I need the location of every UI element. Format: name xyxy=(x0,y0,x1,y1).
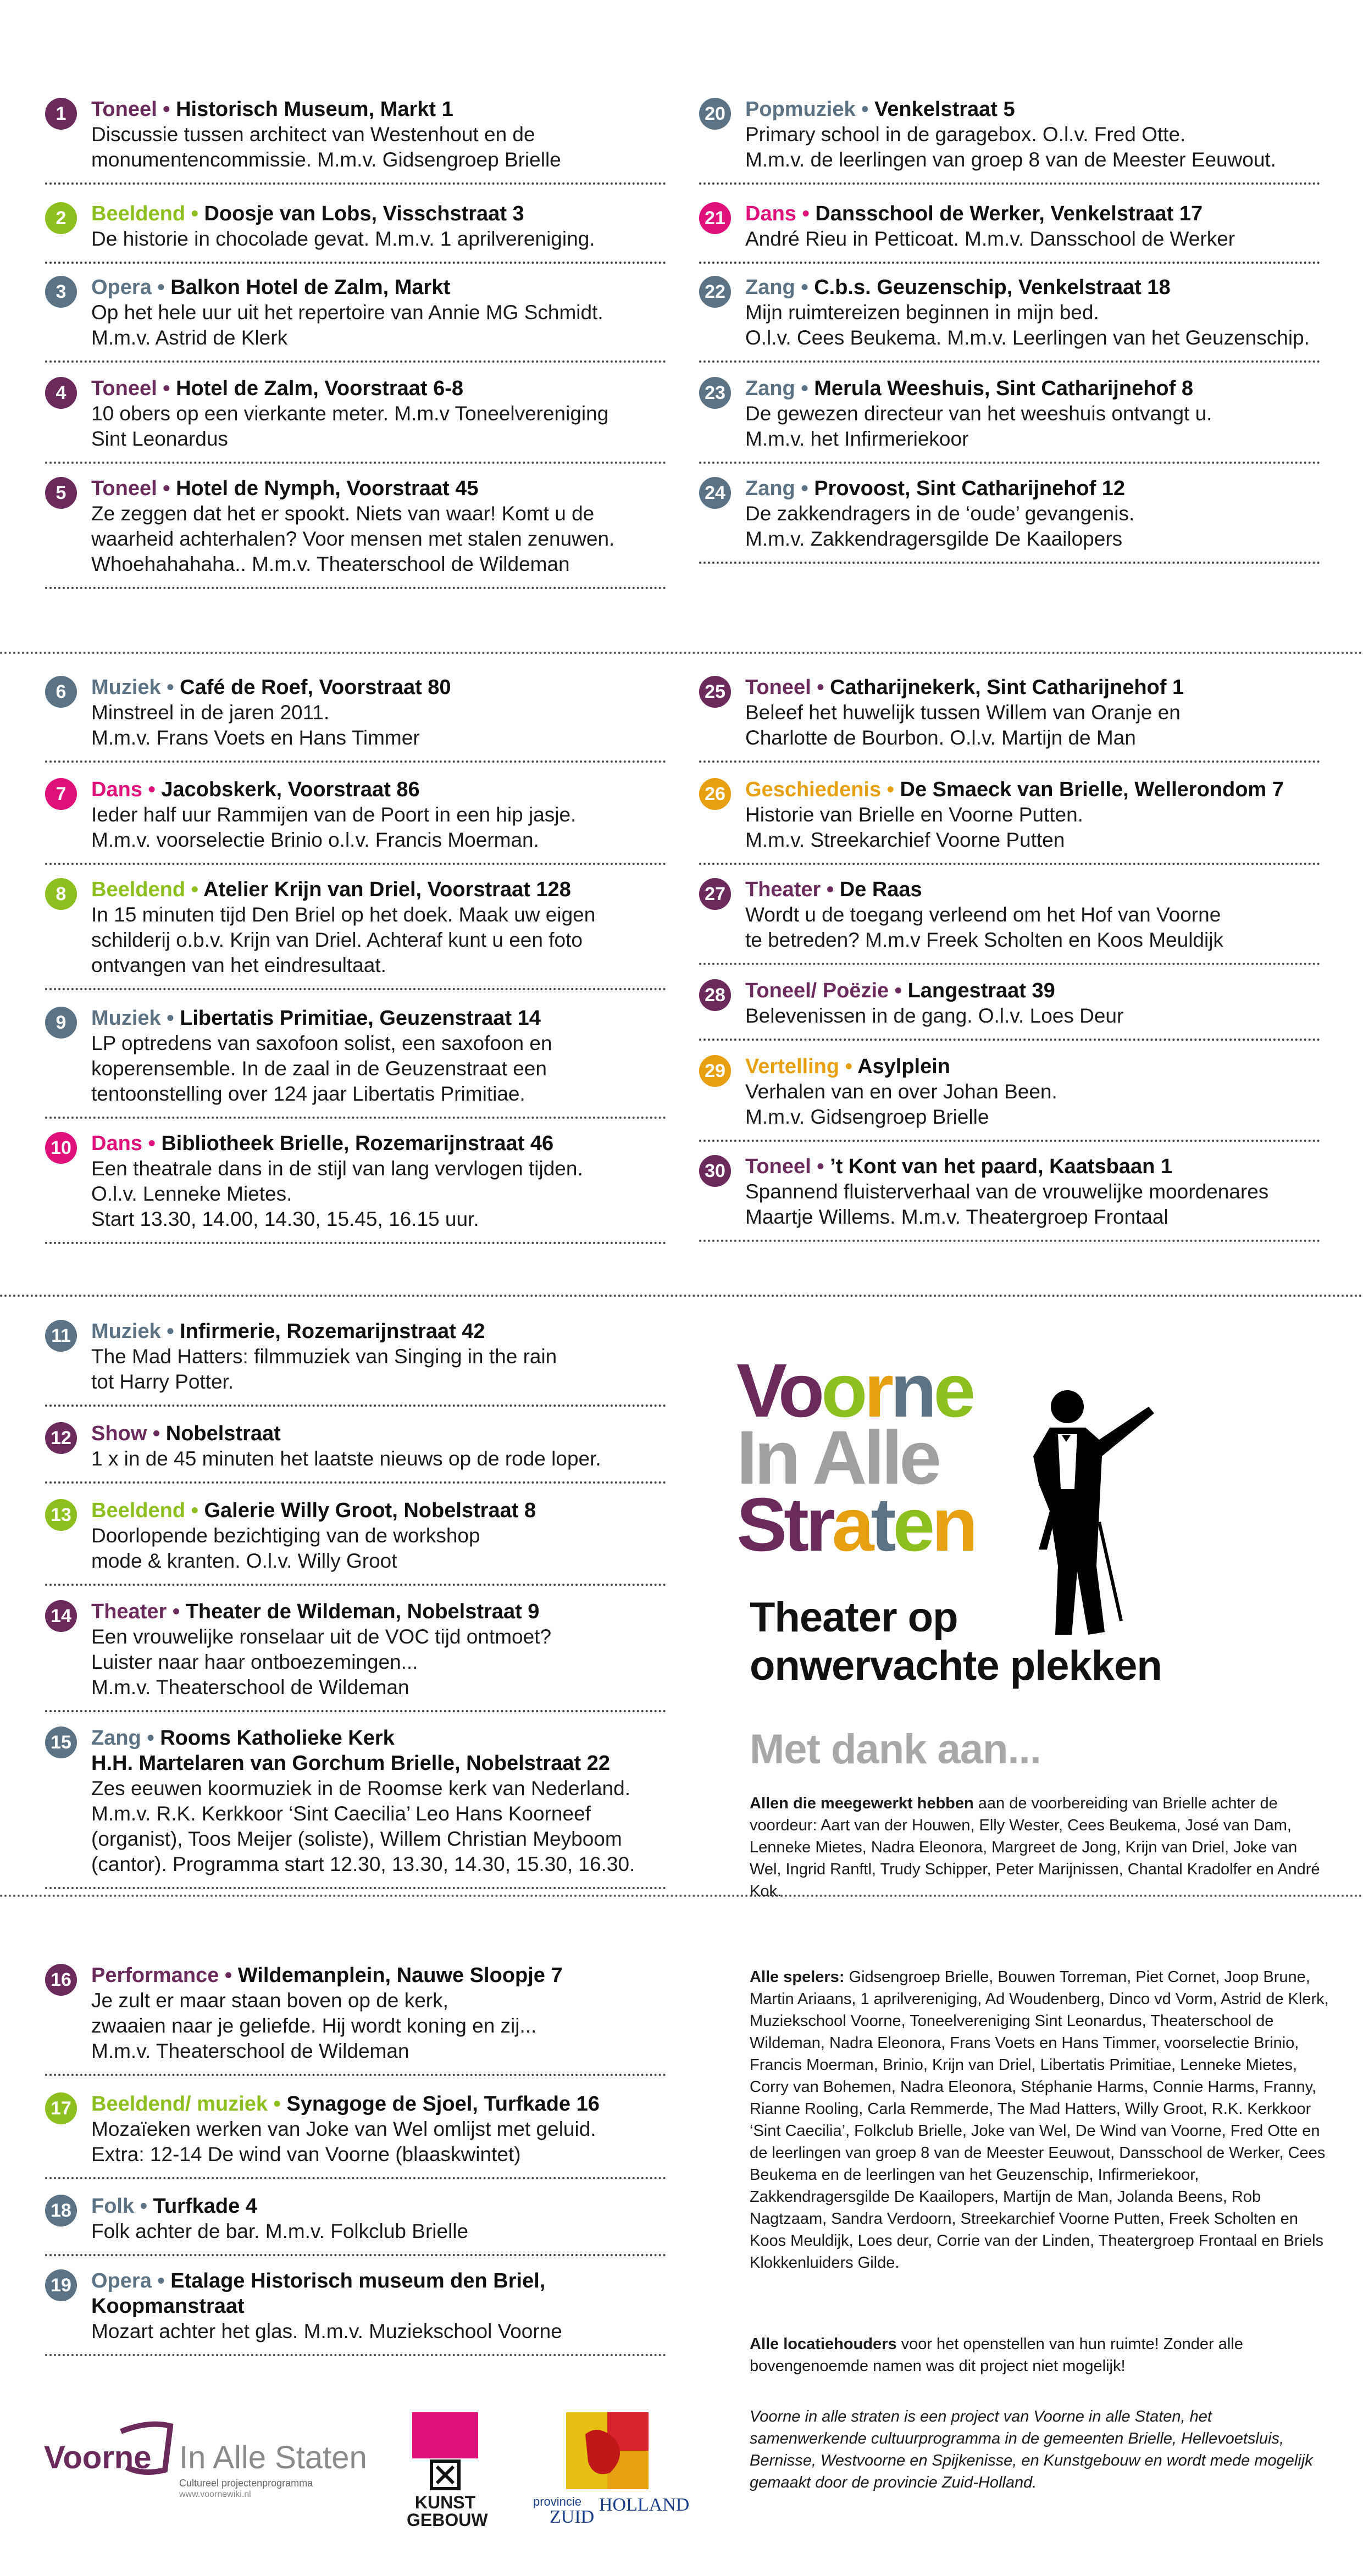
item-category: Beeldend xyxy=(91,878,186,901)
item-heading xyxy=(91,376,666,401)
item-number-badge: 18 xyxy=(45,2195,77,2227)
program-item xyxy=(45,777,666,865)
bullet-dot-icon: • xyxy=(795,377,815,400)
item-category: Muziek xyxy=(91,1320,161,1343)
item-heading xyxy=(91,777,666,802)
gebouw-text: GEBOUW xyxy=(407,2510,488,2530)
item-location: Merula Weeshuis, Sint Catharijnehof 8 xyxy=(814,377,1193,400)
thanks-title: Met dank aan... xyxy=(750,1726,1041,1773)
item-description: De gewezen directeur van het weeshuis ontvangt u. M.m.v. het Infirmeriekoor xyxy=(745,402,1212,450)
program-item xyxy=(699,275,1320,363)
item-description: Beleef het huwelijk tussen Willem van Oranje en Charlotte de Bourbon. O.l.v. Martijn de Man xyxy=(745,701,1181,749)
item-number-badge: 19 xyxy=(45,2269,77,2301)
item-heading xyxy=(745,877,1320,902)
item-description: Op het hele uur uit het repertoire van Annie MG Schmidt. M.m.v. Astrid de Klerk xyxy=(91,301,603,349)
bullet-dot-icon: • xyxy=(185,202,204,225)
item-location: Bibliotheek Brielle, Rozemarijnstraat 46 xyxy=(161,1132,554,1155)
program-item xyxy=(45,476,666,589)
program-item xyxy=(45,376,666,464)
bullet-dot-icon: • xyxy=(157,477,176,500)
item-description: Primary school in de garagebox. O.l.v. Fred Otte. M.m.v. de leerlingen van groep 8 van de Meester Eeuwout. xyxy=(745,123,1276,171)
item-heading xyxy=(91,1006,666,1031)
thanks-p3-text: voor het openstellen van hun ruimte! Zonder alle bovengenoemde namen was dit project niet mogelijk! xyxy=(750,2335,1243,2375)
program-item xyxy=(699,476,1320,564)
item-number-badge: 28 xyxy=(699,979,731,1011)
bullet-dot-icon: • xyxy=(157,98,176,121)
item-description: Wordt u de toegang verleend om het Hof van Voorne te betreden? M.m.v Freek Scholten en Koos Meuldijk xyxy=(745,903,1223,951)
item-category: Toneel xyxy=(745,1155,811,1178)
program-item xyxy=(699,201,1320,264)
item-location: Atelier Krijn van Driel, Voorstraat 128 xyxy=(203,878,571,901)
logo-subtitle: Cultureel projectenprogramma xyxy=(179,2478,313,2489)
bullet-dot-icon: • xyxy=(889,979,908,1002)
item-location: Rooms Katholieke Kerk xyxy=(160,1726,395,1750)
item-location: Libertatis Primitiae, Geuzenstraat 14 xyxy=(180,1007,541,1030)
item-location-line-2: Koopmanstraat xyxy=(91,2295,245,2318)
bullet-dot-icon: • xyxy=(151,2269,171,2292)
item-description: In 15 minuten tijd Den Briel op het doek. Maak uw eigen schilderij o.b.v. Krijn van Driel. Achteraf kunt u een foto ontvangen van het eindresultaat. xyxy=(91,903,596,976)
item-location: Café de Roef, Voorstraat 80 xyxy=(180,676,451,699)
item-number-badge: 21 xyxy=(699,202,731,234)
item-number-badge: 5 xyxy=(45,477,77,509)
program-item xyxy=(45,2091,666,2179)
logo-staten-text: In Alle Staten xyxy=(179,2440,367,2475)
item-heading xyxy=(91,476,666,501)
bullet-dot-icon: • xyxy=(811,676,830,699)
thanks-p4-text: Voorne in alle straten is een project van Voorne in alle Staten, het samenwerkende cultuurprogramma in de gemeenten Brielle, Hellevoetsluis, Bernisse, Westvoorne en Spijkenisse, en Kunstgebouw en wordt mede mogelijk gemaakt door de provincie Zuid-Holland. xyxy=(750,2408,1313,2491)
item-number-badge: 25 xyxy=(699,676,731,708)
item-heading xyxy=(745,97,1320,122)
item-category: Beeldend xyxy=(91,202,186,225)
program-item xyxy=(45,1131,666,1244)
item-location: De Smaeck van Brielle, Wellerondom 7 xyxy=(900,778,1284,801)
program-item xyxy=(45,1599,666,1712)
bullet-dot-icon: • xyxy=(134,2195,153,2218)
brand-line-3: Straten xyxy=(736,1483,975,1567)
item-description: 1 x in de 45 minuten het laatste nieuws op de rode loper. xyxy=(91,1447,601,1470)
voorne-in-alle-staten-logo xyxy=(44,2426,385,2497)
item-heading xyxy=(745,476,1320,501)
item-location: Nobelstraat xyxy=(165,1422,281,1445)
item-heading xyxy=(745,201,1320,226)
bullet-dot-icon: • xyxy=(147,1422,166,1445)
item-category: Zang xyxy=(745,276,795,299)
item-heading xyxy=(91,97,666,122)
item-heading xyxy=(745,275,1320,300)
item-number-badge: 1 xyxy=(45,98,77,130)
item-number-badge: 23 xyxy=(699,377,731,409)
bullet-dot-icon: • xyxy=(267,2092,287,2116)
item-heading xyxy=(91,2268,666,2294)
bullet-dot-icon: • xyxy=(796,202,816,225)
item-category: Zang xyxy=(745,477,795,500)
bullet-dot-icon: • xyxy=(219,1964,238,1987)
bullet-dot-icon: • xyxy=(141,1726,160,1750)
item-location-line-2: H.H. Martelaren van Gorchum Brielle, Nobelstraat 22 xyxy=(91,1752,610,1775)
program-item xyxy=(45,675,666,763)
item-description: Een vrouwelijke ronselaar uit de VOC tijd ontmoet? Luister naar haar ontboezemingen... M.m.v. Theaterschool de Wildeman xyxy=(91,1625,552,1698)
kunstgebouw-mark-icon xyxy=(429,2458,462,2491)
item-description: Spannend fluisterverhaal van de vrouwelijke moordenares Maartje Willems. M.m.v. Theatergroep Frontaal xyxy=(745,1180,1269,1228)
thanks-p2-bold: Alle spelers: xyxy=(750,1968,845,1986)
item-location: Turfkade 4 xyxy=(153,2195,257,2218)
program-item xyxy=(45,1725,666,1889)
program-item xyxy=(45,1006,666,1119)
item-number-badge: 13 xyxy=(45,1499,77,1531)
item-description: Zes eeuwen koormuziek in de Roomse kerk van Nederland. M.m.v. R.K. Kerkkoor ‘Sint Caecilia’ Leo Hans Koorneef (organist), Toos Meijer (soliste), Willem Christian Meyboom (cantor). Programma start 12.30, 13.30, 14.30, 15.30, 16.30. xyxy=(91,1777,635,1875)
bullet-dot-icon: • xyxy=(160,1007,180,1030)
section-separator xyxy=(0,652,1363,654)
item-heading xyxy=(745,1154,1320,1179)
item-heading xyxy=(91,2091,666,2117)
item-heading xyxy=(91,1319,666,1344)
item-category: Popmuziek xyxy=(745,98,856,121)
item-description: Belevenissen in de gang. O.l.v. Loes Deur xyxy=(745,1004,1124,1027)
kunst-text: KUNST xyxy=(414,2492,476,2512)
bullet-dot-icon: • xyxy=(185,878,204,901)
item-heading xyxy=(745,978,1320,1003)
item-description: LP optredens van saxofoon solist, een saxofoon en koperensemble. In de zaal in de Geuzenstraat een tentoonstelling over 124 jaar Libertatis Primitiae. xyxy=(91,1032,552,1105)
tagline-line-2: onwervachte plekken xyxy=(750,1642,1162,1689)
item-location: Langestraat 39 xyxy=(907,979,1055,1002)
item-heading xyxy=(91,2194,666,2219)
program-item xyxy=(699,1154,1320,1242)
bullet-dot-icon: • xyxy=(160,676,180,699)
logo-voorne-text: Voorne xyxy=(44,2440,152,2475)
item-category: Zang xyxy=(91,1726,141,1750)
item-category: Muziek xyxy=(91,1007,161,1030)
program-item xyxy=(699,97,1320,185)
zh-holland-text: HOLLAND xyxy=(599,2495,690,2515)
program-item xyxy=(45,1319,666,1407)
item-heading xyxy=(91,275,666,300)
item-category: Performance xyxy=(91,1964,219,1987)
bullet-dot-icon: • xyxy=(839,1055,858,1078)
item-category: Dans xyxy=(745,202,796,225)
item-description: Je zult er maar staan boven op de kerk, zwaaien naar je geliefde. Hij wordt koning en zij... M.m.v. Theaterschool de Wildeman xyxy=(91,1989,537,2062)
thanks-p2-text: Gidsengroep Brielle, Bouwen Torreman, Piet Cornet, Joop Brune, Martin Ariaans, 1 aprilvereniging, Ad Woudenberg, Dinco vd Vorm, Astrid de Klerk, Muziekschool Voorne, Toneelvereniging Sint Leonardus, Theaterschool de Wildeman, Nadra Eleonora, Frans Voets en Hans Timmer, voorselectie Brinio, Francis Moerman, Brinio, Krijn van Driel, Libertatis Primitiae, Lenneke Mietes, Corry van Bohemen, Nadra Eleonora, Stéphanie Harms, Connie Harms, Franny, Rianne Rooling, Carla Remmerde, The Mad Hatters, Willy Groot, R.K. Kerkkoor ‘Sint Caecilia’, Folkclub Brielle, Joke van Wel, De Wind van Voorne, Fred Otte en de leerlingen van groep 8 van de Meester Eeuwout, Dansschool de Werker, Cees Beukema en de leerlingen van het Geuzenschip, Infirmeriekoor, Zakkendragersgilde De Kaailopers, Martijn de Man, Jolanda Beens, Rob Nagtzaam, Sandra Verdoorn, Streekarchief Voorne Putten, Freek Scholten en Koos Meuldijk, Loes deur, Corrie van der Linden, Theatergroep Frontaal en Briels Klokkenluiders Gilde. xyxy=(750,1968,1329,2272)
item-description: Een theatrale dans in de stijl van lang vervlogen tijden. O.l.v. Lenneke Mietes. Start 13.30, 14.00, 14.30, 15.45, 16.15 uur. xyxy=(91,1157,583,1230)
item-number-badge: 3 xyxy=(45,276,77,308)
bullet-dot-icon: • xyxy=(142,1132,162,1155)
item-description: Ieder half uur Rammijen van de Poort in een hip jasje. M.m.v. voorselectie Brinio o.l.v. Francis Moerman. xyxy=(91,803,577,851)
item-location: Infirmerie, Rozemarijnstraat 42 xyxy=(180,1320,485,1343)
item-location: C.b.s. Geuzenschip, Venkelstraat 18 xyxy=(814,276,1171,299)
item-heading xyxy=(91,1131,666,1156)
item-number-badge: 6 xyxy=(45,676,77,708)
program-item xyxy=(699,877,1320,965)
item-location: Synagoge de Sjoel, Turfkade 16 xyxy=(286,2092,600,2116)
item-description: André Rieu in Petticoat. M.m.v. Dansschool de Werker xyxy=(745,227,1235,250)
item-number-badge: 10 xyxy=(45,1132,77,1164)
item-category: Beeldend xyxy=(91,1499,186,1522)
item-heading xyxy=(745,675,1320,700)
item-number-badge: 17 xyxy=(45,2092,77,2124)
bullet-dot-icon: • xyxy=(811,1155,830,1178)
item-category: Dans xyxy=(91,1132,142,1155)
item-category: Opera xyxy=(91,276,152,299)
item-number-badge: 27 xyxy=(699,878,731,910)
program-item xyxy=(45,2194,666,2256)
item-number-badge: 9 xyxy=(45,1007,77,1039)
item-heading xyxy=(91,1498,666,1523)
tagline-line-1: Theater op xyxy=(750,1594,958,1641)
item-heading xyxy=(91,675,666,700)
item-location: De Raas xyxy=(839,878,922,901)
program-item xyxy=(699,1054,1320,1142)
item-location: Hotel de Nymph, Voorstraat 45 xyxy=(176,477,479,500)
item-heading xyxy=(745,1054,1320,1079)
bullet-dot-icon: • xyxy=(142,778,162,801)
item-description: Folk achter de bar. M.m.v. Folkclub Brielle xyxy=(91,2220,469,2242)
item-category: Theater xyxy=(745,878,821,901)
program-item xyxy=(45,877,666,990)
item-location: Galerie Willy Groot, Nobelstraat 8 xyxy=(204,1499,536,1522)
item-number-badge: 22 xyxy=(699,276,731,308)
item-heading xyxy=(91,1725,666,1751)
item-location: Catharijnekerk, Sint Catharijnehof 1 xyxy=(830,676,1184,699)
item-category: Folk xyxy=(91,2195,135,2218)
program-item xyxy=(45,1963,666,2076)
item-category: Toneel/ Poëzie xyxy=(745,979,889,1002)
program-item xyxy=(45,201,666,264)
thanks-p3-bold: Alle locatiehouders xyxy=(750,2335,897,2353)
program-item xyxy=(699,978,1320,1041)
zuid-holland-crest-icon xyxy=(566,2412,649,2489)
item-number-badge: 15 xyxy=(45,1726,77,1758)
bullet-dot-icon: • xyxy=(157,377,176,400)
bullet-dot-icon: • xyxy=(167,1600,186,1623)
item-location: Historisch Museum, Markt 1 xyxy=(176,98,453,121)
item-category: Show xyxy=(91,1422,147,1445)
item-number-badge: 16 xyxy=(45,1964,77,1996)
program-item xyxy=(699,376,1320,464)
item-number-badge: 24 xyxy=(699,477,731,509)
kunstgebouw-logo xyxy=(407,2412,488,2530)
item-number-badge: 11 xyxy=(45,1320,77,1352)
logo-url: www.voornewiki.nl xyxy=(179,2490,251,2499)
bullet-dot-icon: • xyxy=(855,98,875,121)
item-number-badge: 26 xyxy=(699,778,731,810)
item-location: Doosje van Lobs, Visschstraat 3 xyxy=(204,202,524,225)
item-number-badge: 8 xyxy=(45,878,77,910)
item-location: Hotel de Zalm, Voorstraat 6-8 xyxy=(176,377,464,400)
item-heading xyxy=(91,201,666,226)
program-item xyxy=(45,1421,666,1484)
item-description: Minstreel in de jaren 2011. M.m.v. Frans Voets en Hans Timmer xyxy=(91,701,420,749)
item-location: Provoost, Sint Catharijnehof 12 xyxy=(814,477,1126,500)
brand-line-2: In Alle xyxy=(736,1415,938,1500)
item-number-badge: 14 xyxy=(45,1600,77,1632)
bullet-dot-icon: • xyxy=(821,878,840,901)
program-item xyxy=(699,675,1320,763)
item-category: Dans xyxy=(91,778,142,801)
program-item xyxy=(45,97,666,185)
zh-provincie-text: provincie xyxy=(533,2495,582,2508)
bullet-dot-icon: • xyxy=(881,778,900,801)
item-category: Vertelling xyxy=(745,1055,840,1078)
item-description: De zakkendragers in de ‘oude’ gevangenis. M.m.v. Zakkendragersgilde De Kaailopers xyxy=(745,502,1135,550)
item-description: Ze zeggen dat het er spookt. Niets van waar! Komt u de waarheid achterhalen? Voor mensen met stalen zenuwen. Whoehahahaha.. M.m.v. Theaterschool de Wildeman xyxy=(91,502,615,575)
item-category: Muziek xyxy=(91,676,161,699)
item-heading xyxy=(91,1963,666,1988)
item-number-badge: 30 xyxy=(699,1155,731,1187)
program-item xyxy=(45,275,666,363)
bullet-dot-icon: • xyxy=(151,276,171,299)
thanks-paragraph-1 xyxy=(750,1792,1332,1902)
item-heading xyxy=(745,376,1320,401)
item-description: Discussie tussen architect van Westenhout en de monumentencommissie. M.m.v. Gidsengroep Brielle xyxy=(91,123,561,171)
item-number-badge: 4 xyxy=(45,377,77,409)
item-description: Mozaïeken werken van Joke van Wel omlijst met geluid. Extra: 12-14 De wind van Voorne (blaaskwintet) xyxy=(91,2118,596,2166)
item-description: De historie in chocolade gevat. M.m.v. 1 aprilvereniging. xyxy=(91,227,595,250)
item-location: Venkelstraat 5 xyxy=(874,98,1015,121)
item-category: Zang xyxy=(745,377,795,400)
thanks-paragraph-2 xyxy=(750,1966,1332,2274)
program-item xyxy=(45,2268,666,2356)
item-category: Toneel xyxy=(91,477,157,500)
item-description: 10 obers op een vierkante meter. M.m.v Toneelvereniging Sint Leonardus xyxy=(91,402,609,450)
item-category: Toneel xyxy=(745,676,811,699)
item-category: Toneel xyxy=(91,377,157,400)
item-description: Mijn ruimtereizen beginnen in mijn bed. O.l.v. Cees Beukema. M.m.v. Leerlingen van het Geuzenschip. xyxy=(745,301,1310,349)
item-location: Balkon Hotel de Zalm, Markt xyxy=(170,276,451,299)
bullet-dot-icon: • xyxy=(795,477,815,500)
program-item xyxy=(699,777,1320,865)
thanks-paragraph-4 xyxy=(750,2406,1332,2494)
provincie-zuid-holland-logo xyxy=(533,2412,698,2528)
item-heading xyxy=(91,1421,666,1446)
item-number-badge: 2 xyxy=(45,202,77,234)
thanks-paragraph-3 xyxy=(750,2333,1332,2377)
item-category: Geschiedenis xyxy=(745,778,882,801)
bullet-dot-icon: • xyxy=(185,1499,204,1522)
item-location: Etalage Historisch museum den Briel, xyxy=(170,2269,546,2292)
item-category: Beeldend/ muziek xyxy=(91,2092,268,2116)
item-category: Theater xyxy=(91,1600,167,1623)
item-location: Wildemanplein, Nauwe Sloopje 7 xyxy=(237,1964,563,1987)
item-location: Theater de Wildeman, Nobelstraat 9 xyxy=(185,1600,540,1623)
item-heading xyxy=(91,877,666,902)
thanks-p1-text: aan de voorbereiding van Brielle achter de voordeur: Aart van der Houwen, Elly Wester, Cees Beukema, José van Dam, Lenneke Mietes, Nadra Eleonora, Margreet de Jong, Krijn van Driel, Joke van Wel, Ingrid Ranftl, Trudy Schipper, Peter Marijnissen, Chantal Kradolfer en André Kok. xyxy=(750,1795,1320,1900)
item-location: Jacobskerk, Voorstraat 86 xyxy=(161,778,420,801)
item-description: Doorlopende bezichtiging van de workshop mode & kranten. O.l.v. Willy Groot xyxy=(91,1524,480,1572)
item-description: Verhalen van en over Johan Been. M.m.v. Gidsengroep Brielle xyxy=(745,1080,1057,1128)
item-location: Asylplein xyxy=(857,1055,951,1078)
program-item xyxy=(45,1498,666,1586)
bullet-dot-icon: • xyxy=(160,1320,180,1343)
item-description: Mozart achter het glas. M.m.v. Muziekschool Voorne xyxy=(91,2320,562,2342)
thanks-p1-bold: Allen die meegewerkt hebben xyxy=(750,1795,974,1812)
item-heading xyxy=(745,777,1320,802)
brand-line-1: Voorne xyxy=(736,1348,973,1433)
item-number-badge: 12 xyxy=(45,1422,77,1454)
tagline xyxy=(750,1594,1244,1690)
item-number-badge: 29 xyxy=(699,1055,731,1087)
item-number-badge: 7 xyxy=(45,778,77,810)
section-separator xyxy=(0,1295,1363,1297)
item-description: The Mad Hatters: filmmuziek van Singing in the rain tot Harry Potter. xyxy=(91,1345,557,1393)
zh-zuid-text: ZUID xyxy=(550,2507,595,2527)
item-category: Opera xyxy=(91,2269,152,2292)
item-category: Toneel xyxy=(91,98,157,121)
bullet-dot-icon: • xyxy=(795,276,815,299)
item-description: Historie van Brielle en Voorne Putten. M.m.v. Streekarchief Voorne Putten xyxy=(745,803,1083,851)
item-heading xyxy=(91,1599,666,1624)
item-number-badge: 20 xyxy=(699,98,731,130)
item-location: ’t Kont van het paard, Kaatsbaan 1 xyxy=(830,1155,1172,1178)
item-location: Dansschool de Werker, Venkelstraat 17 xyxy=(815,202,1203,225)
